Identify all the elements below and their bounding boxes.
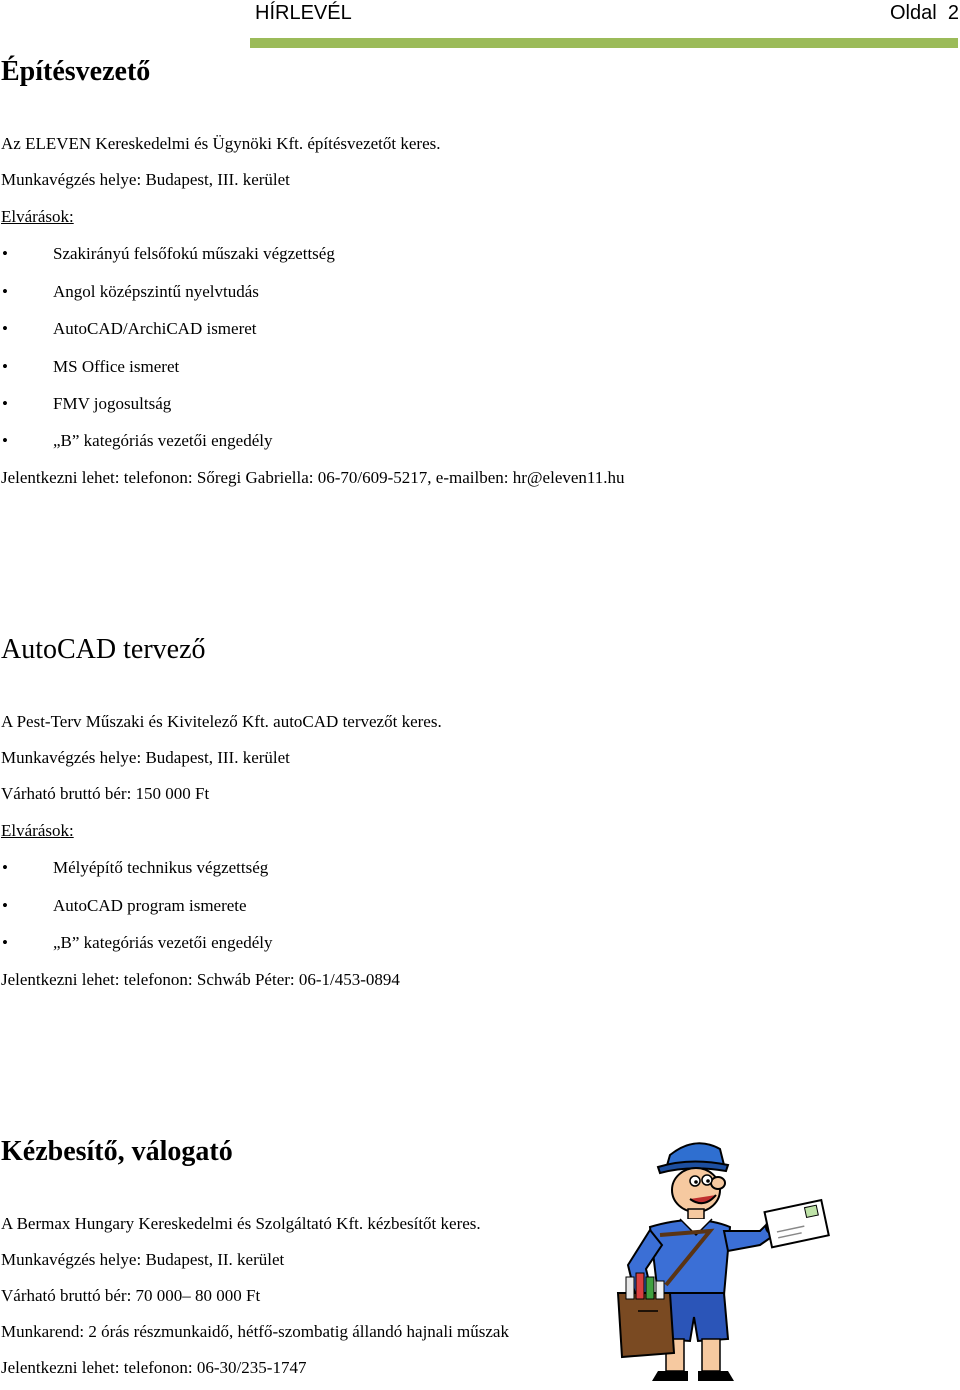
section-schedule: Munkarend: 2 órás részmunkaidő, hétfő-szombatig állandó hajnali műszak (1, 1322, 509, 1341)
section-title-autocad-tervezo: AutoCAD tervező (1, 634, 206, 665)
page-number: 2 (947, 2, 959, 24)
section-contact: Jelentkezni lehet: telefonon: Schwáb Péter: 06-1/453-0894 (1, 970, 400, 989)
section-intro: A Bermax Hungary Kereskedelmi és Szolgáltató Kft. kézbesítőt keres. (1, 1214, 481, 1233)
bullet-icon: • (2, 896, 8, 915)
section-location: Munkavégzés helye: Budapest, II. kerület (1, 1250, 285, 1269)
page-indicator (890, 2, 959, 25)
list-item-text: Angol középszintű nyelvtudás (53, 282, 259, 301)
list-item-text: Szakirányú felsőfokú műszaki végzettség (53, 244, 335, 263)
mailman-illustration (600, 1135, 830, 1387)
section-location: Munkavégzés helye: Budapest, III. kerület (1, 170, 290, 189)
bullet-icon: • (2, 319, 8, 338)
section-contact: Jelentkezni lehet: telefonon: Sőregi Gabriella: 06-70/609-5217, e-mailben: hr@eleven11.hu (1, 468, 625, 487)
section-title-epitesvezeto: Építésvezető (1, 56, 151, 87)
list-item-text: Mélyépítő technikus végzettség (53, 858, 269, 877)
bullet-icon: • (2, 394, 8, 413)
newsletter-title: HÍRLEVÉL (255, 2, 352, 24)
section-salary: Várható bruttó bér: 150 000 Ft (1, 784, 210, 803)
section-intro: Az ELEVEN Kereskedelmi és Ügynöki Kft. építésvezetőt keres. (1, 134, 441, 153)
bullet-icon: • (2, 933, 8, 952)
requirements-label: Elvárások: (1, 821, 74, 840)
header-accent-bar-main (250, 38, 958, 48)
section-location: Munkavégzés helye: Budapest, III. kerület (1, 748, 290, 767)
list-item-text: „B” kategóriás vezetői engedély (53, 431, 273, 450)
bullet-icon: • (2, 244, 8, 263)
bullet-icon: • (2, 282, 8, 301)
bullet-icon: • (2, 431, 8, 450)
section-intro: A Pest-Terv Műszaki és Kivitelező Kft. autoCAD tervezőt keres. (1, 712, 442, 731)
bullet-icon: • (2, 858, 8, 877)
section-title-kezbesito: Kézbesítő, válogató (1, 1136, 233, 1167)
section-contact: Jelentkezni lehet: telefonon: 06-30/235-1747 (1, 1358, 307, 1377)
list-item-text: AutoCAD program ismerete (53, 896, 247, 915)
bullet-icon: • (2, 357, 8, 376)
list-item-text: FMV jogosultság (53, 394, 172, 413)
list-item-text: „B” kategóriás vezetői engedély (53, 933, 273, 952)
list-item-text: MS Office ismeret (53, 357, 180, 376)
list-item-text: AutoCAD/ArchiCAD ismeret (53, 319, 257, 338)
section-salary: Várható bruttó bér: 70 000– 80 000 Ft (1, 1286, 261, 1305)
requirements-label: Elvárások: (1, 207, 74, 226)
page-label: Oldal (890, 2, 937, 24)
